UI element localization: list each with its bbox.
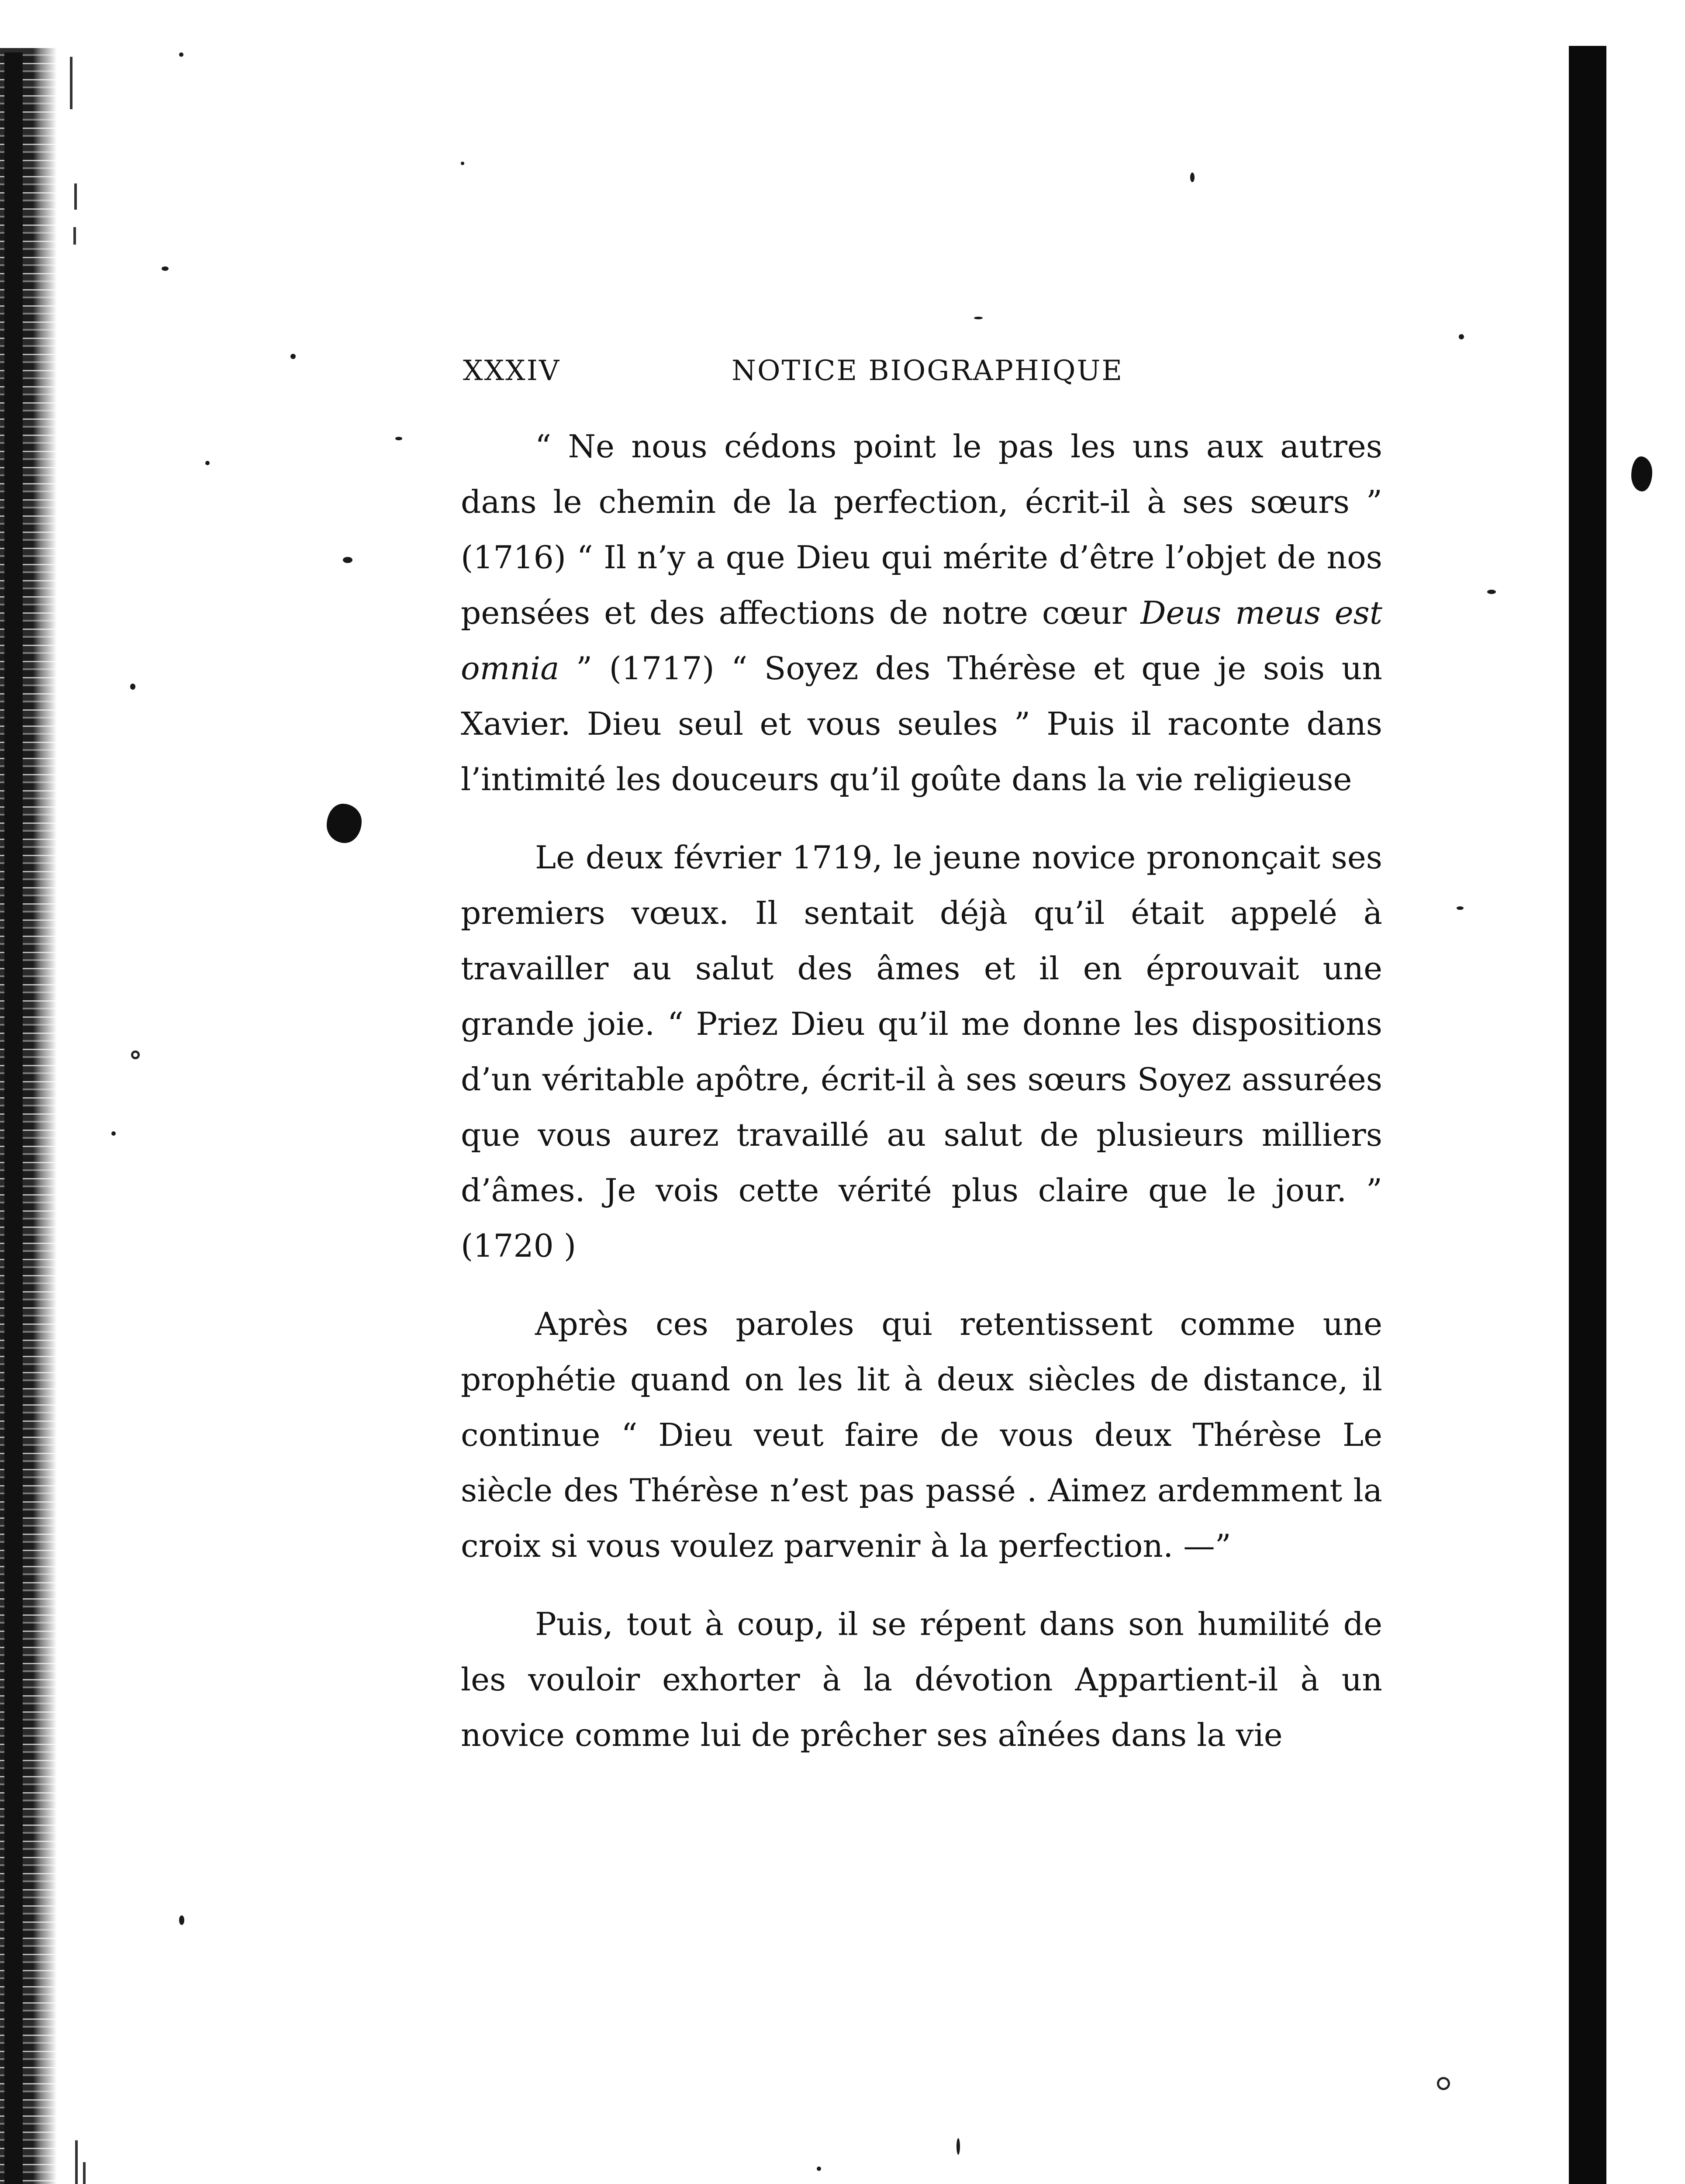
scan-speck bbox=[162, 266, 169, 271]
scan-speck bbox=[179, 1915, 184, 1925]
scan-speck bbox=[1459, 334, 1464, 339]
scan-tick-mark bbox=[74, 183, 77, 210]
scan-speck bbox=[205, 461, 210, 465]
scan-speck bbox=[395, 437, 402, 440]
scan-speck bbox=[343, 557, 352, 563]
page-number: XXXIV bbox=[463, 355, 561, 387]
scan-speck bbox=[1457, 906, 1464, 910]
scan-speck bbox=[111, 1131, 116, 1136]
scan-ink-blot bbox=[1631, 456, 1652, 491]
scan-speck-ring bbox=[131, 1051, 140, 1059]
scan-tick-mark bbox=[75, 2140, 78, 2184]
latin-phrase: Deus meus est omnia bbox=[461, 595, 1382, 687]
paragraph-3: Après ces paroles qui retentissent comme une prophétie quand on les lit à deux siècles de distance, il continue “ Dieu veut faire de vous deux Thérèse Le siècle des Thérèse n’est pas passé . Aimez ardemment la croix si vous voulez parvenir à la perfection. —” bbox=[461, 1306, 1382, 1565]
scan-speck bbox=[956, 2138, 960, 2155]
scan-tick-mark bbox=[83, 2162, 86, 2184]
paragraph-4: Puis, tout à coup, il se répent dans son humilité de les vouloir exhorter à la dévotion Appartient-il à un novice comme lui de prêcher ses aînées dans la vie bbox=[461, 1606, 1382, 1754]
paragraph-1-text-end: ” (1717) “ Soyez des Thérèse et que je sois un Xavier. Dieu seul et vous seules ” Puis il raconte dans l’intimité les douceurs qu’il goûte dans la vie religieuse bbox=[461, 650, 1382, 798]
scan-tick-mark bbox=[70, 57, 73, 109]
scan-speck bbox=[1487, 590, 1496, 594]
running-head bbox=[463, 355, 1389, 394]
paragraph-2: Le deux février 1719, le jeune novice prononçait ses premiers vœux. Il sentait déjà qu’il était appelé à travailler au salut des âmes et il en éprouvait une grande joie. “ Priez Dieu qu’il me donne les dispositions d’un véritable apôtre, écrit-il à ses sœurs Soyez assurées que vous aurez travaillé au salut de plusieurs milliers d’âmes. Je vois cette vérité plus claire que le jour. ” (1720 ) bbox=[461, 840, 1382, 1265]
body-text bbox=[461, 419, 1382, 1763]
scan-right-edge bbox=[1569, 46, 1606, 2184]
scan-ink-blot bbox=[327, 804, 362, 843]
scan-speck-ring bbox=[1437, 2077, 1450, 2090]
running-title: NOTICE BIOGRAPHIQUE bbox=[732, 355, 1124, 387]
scan-speck bbox=[1190, 173, 1195, 182]
scan-speck bbox=[817, 2167, 821, 2171]
scan-speck bbox=[461, 162, 464, 165]
scan-binding-shadow bbox=[4, 52, 23, 2184]
scan-speck bbox=[290, 354, 296, 359]
paragraph-1-text: “ Ne nous cédons point le pas les uns aux autres dans le chemin de la perfection, écrit-il à ses sœurs ” (1716) “ Il n’y a que Dieu qui mérite d’être l’objet de nos pensées et des affections de notre cœur bbox=[461, 429, 1382, 632]
paragraph-1 bbox=[461, 419, 1382, 808]
scan-speck bbox=[974, 317, 983, 319]
scan-tick-mark bbox=[73, 227, 76, 245]
scan-speck bbox=[179, 52, 183, 57]
scan-speck bbox=[130, 684, 135, 690]
